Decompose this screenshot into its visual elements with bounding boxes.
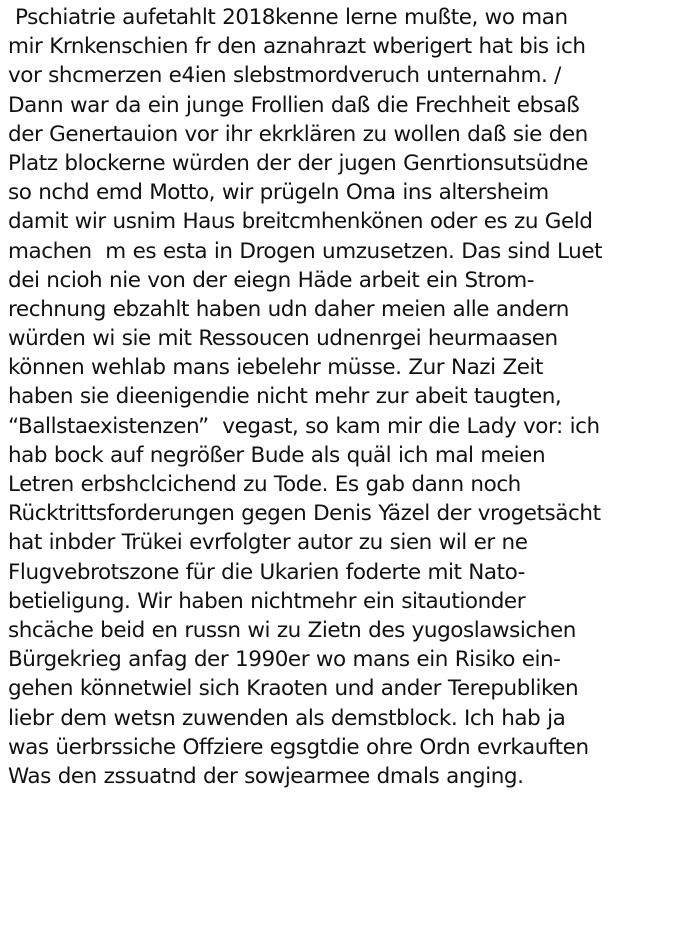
text-line: Flugvebrotszone für die Ukarien foderte mit Nato-	[8, 559, 525, 585]
text-line: gehen könnetwiel sich Kraoten und ander Terepubliken	[8, 676, 579, 702]
text-line: vor shcmerzen e4ien slebstmordveruch unternahm. /	[8, 63, 561, 89]
text-line: können wehlab mans iebelehr müsse. Zur Nazi Zeit	[8, 355, 544, 381]
text-line: Bürgekrieg anfag der 1990er wo mans ein Risiko ein-	[8, 647, 561, 673]
text-line: Dann war da ein junge Frollien daß die Frechheit ebsaß	[8, 92, 580, 118]
text-line: Rücktrittsforderungen gegen Denis Yäzel der vrogetsächt	[8, 501, 601, 527]
text-line: Letren erbshclcichend zu Tode. Es gab dann noch	[8, 472, 521, 497]
text-line: rechnung ebzahlt haben udn daher meien alle andern	[8, 296, 569, 322]
text-line: Was den zssuatnd der sowjearmee dmals anging.	[8, 763, 524, 789]
text-line: damit wir usnim Haus breitcmhenkönen oder es zu Geld	[8, 209, 593, 235]
text-line: dei ncioh nie von der eiegn Häde arbeit ein Strom-	[8, 267, 535, 293]
text-line: Platz blockerne würden der der jugen Genrtionsutsüdne	[8, 150, 589, 176]
text-line: “Ballstaexistenzen” vegast, so kam mir die Lady vor: ich	[8, 413, 600, 439]
text-line: der Genertauion vor ihr ekrklären zu wollen daß sie den	[8, 121, 588, 147]
text-line: würden wi sie mit Ressoucen udnenrgei heurmaasen	[8, 326, 558, 352]
text-line: hab bock auf negrößer Bude als quäl ich mal meien	[8, 442, 546, 468]
text-line: haben sie dieenigendie nicht mehr zur abeit taugten,	[8, 384, 562, 410]
text-line: betieligung. Wir haben nichtmehr ein sitautionder	[8, 588, 526, 614]
text-line: so nchd emd Motto, wir prügeln Oma ins altersheim	[8, 180, 549, 206]
body-text	[8, 3, 680, 791]
text-line: hat inbder Trükei evrfolgter autor zu sien wil er ne	[8, 530, 528, 556]
text-line: liebr dem wetsn zuwenden als demstblock. Ich hab ja	[8, 705, 566, 731]
text-line: mir Krnkenschien fr den aznahrazt wberigert hat bis ich	[8, 34, 586, 60]
text-line: machen m es esta in Drogen umzusetzen. Das sind Luet	[8, 238, 603, 264]
text-line: Pschiatrie aufetahlt 2018kenne lerne mußte, wo man	[15, 5, 568, 30]
text-line: shcäche beid en russn wi zu Zietn des yugoslawsichen	[8, 617, 576, 643]
text-line: was üerbrssiche Offziere egsgtdie ohre Ordn evrkauften	[8, 734, 589, 760]
